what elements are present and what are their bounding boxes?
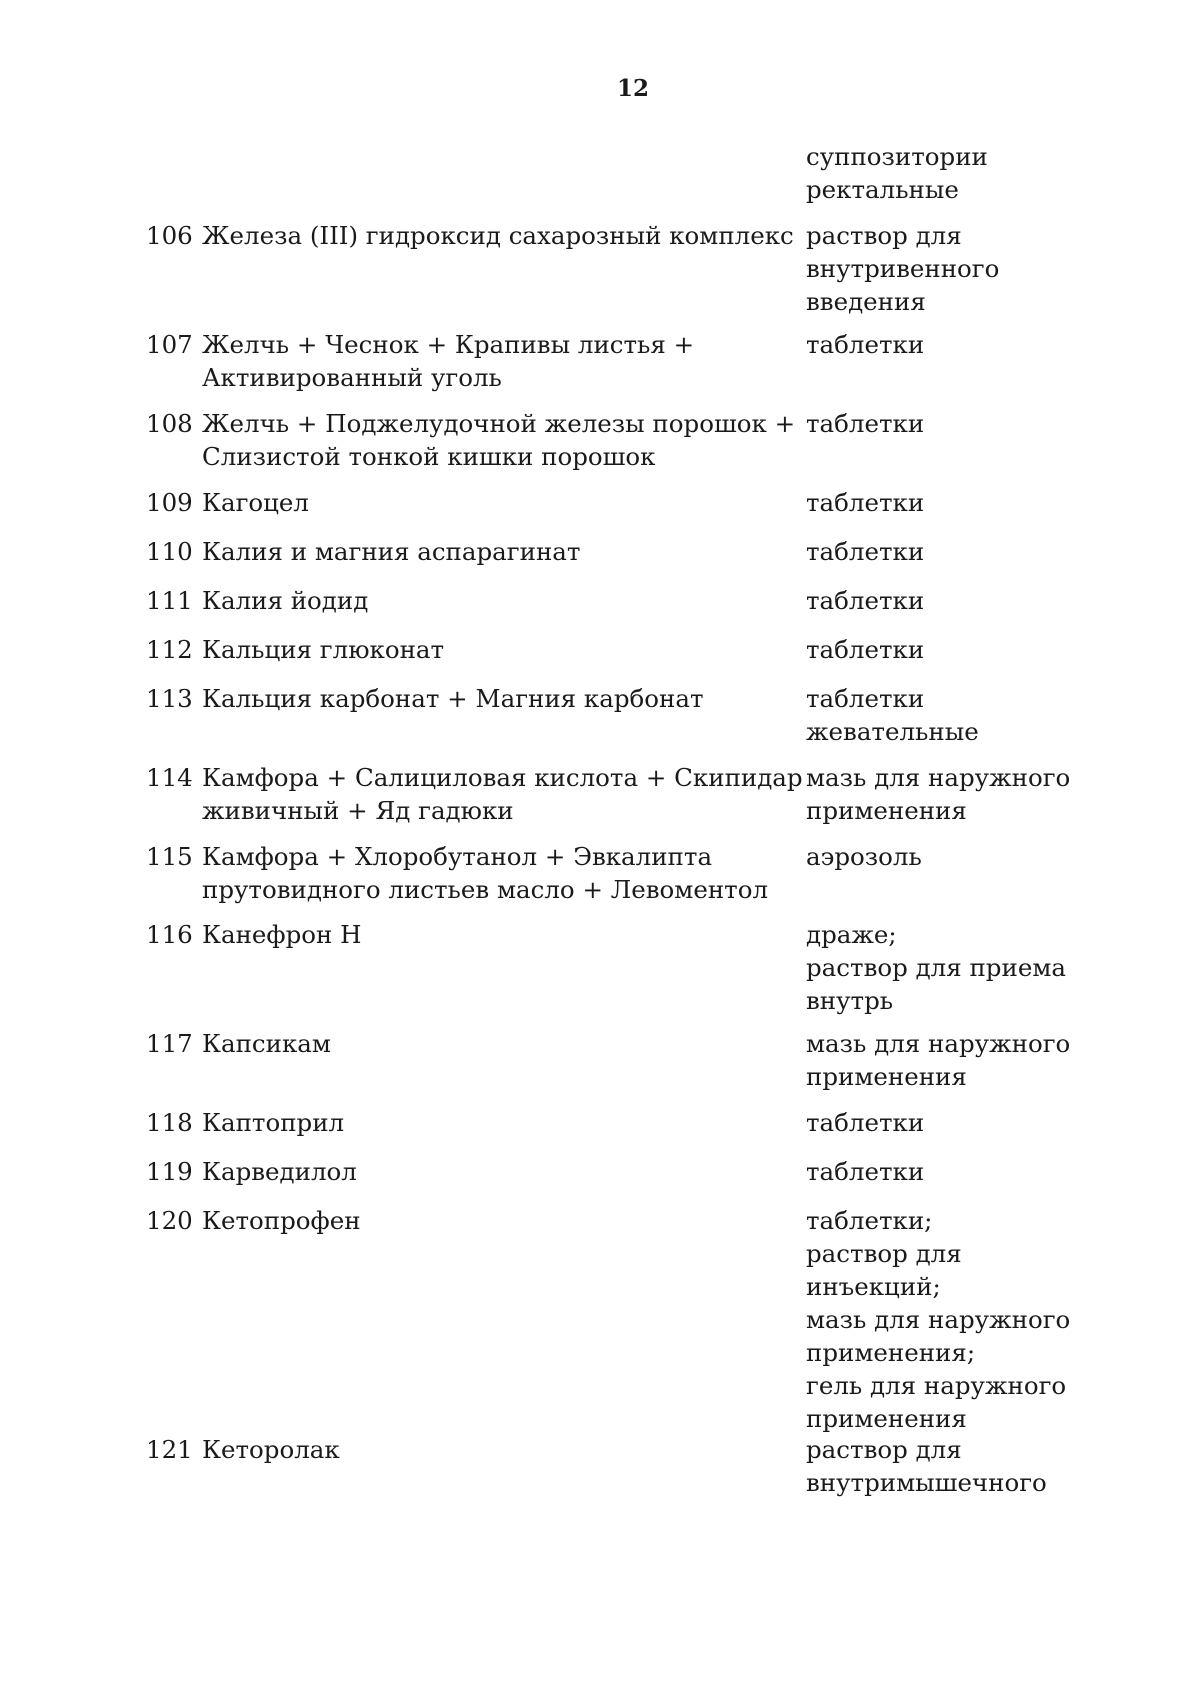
dosage-form-line: жевательные <box>806 717 979 746</box>
dosage-form <box>806 535 1136 568</box>
drug-name-line: Кеторолак <box>202 1435 340 1464</box>
dosage-form <box>806 584 1136 617</box>
dosage-form <box>806 761 1136 827</box>
dosage-form <box>806 486 1136 519</box>
page-number: 12 <box>616 75 649 102</box>
drug-name-line: Камфора + Хлоробутанол + Эвкалипта <box>202 842 713 871</box>
row-number: 117 <box>146 1029 193 1058</box>
dosage-form <box>806 140 1136 206</box>
row-number: 111 <box>146 586 193 615</box>
dosage-form-line: раствор для <box>806 221 962 250</box>
dosage-form-line: мазь для наружного <box>806 763 1071 792</box>
drug-name-line: Кагоцел <box>202 488 309 517</box>
drug-name-line: Карведилол <box>202 1157 357 1186</box>
dosage-form <box>806 1204 1136 1435</box>
dosage-form-line: мазь для наружного <box>806 1305 1071 1334</box>
drug-name-line: Капсикам <box>202 1029 331 1058</box>
dosage-form-line: применения; <box>806 1338 976 1367</box>
dosage-form <box>806 219 1136 318</box>
dosage-form-line: применения <box>806 1404 967 1433</box>
drug-name-line: Каптоприл <box>202 1108 345 1137</box>
dosage-form-line: таблетки <box>806 1108 925 1137</box>
drug-name-line: Активированный уголь <box>202 363 502 392</box>
dosage-form-line: раствор для <box>806 1435 962 1464</box>
dosage-form <box>806 1155 1136 1188</box>
dosage-form <box>806 328 1136 361</box>
drug-name-line: Калия и магния аспарагинат <box>202 537 581 566</box>
dosage-form-line: инъекций; <box>806 1272 941 1301</box>
drug-name-line: Кальция карбонат + Магния карбонат <box>202 684 704 713</box>
drug-name-line: Желчь + Поджелудочной железы порошок + <box>202 409 796 438</box>
drug-name <box>202 219 794 252</box>
dosage-form <box>806 682 1136 748</box>
drug-name <box>202 407 796 473</box>
drug-name-line: Камфора + Салициловая кислота + Скипидар <box>202 763 803 792</box>
drug-name <box>202 1027 762 1060</box>
row-number: 112 <box>146 635 193 664</box>
drug-name-line: Кальция глюконат <box>202 635 445 664</box>
drug-name <box>202 584 762 617</box>
row-number: 116 <box>146 920 193 949</box>
dosage-form-line: таблетки <box>806 586 925 615</box>
row-number: 113 <box>146 684 193 713</box>
dosage-form-line: ректальные <box>806 175 959 204</box>
dosage-form <box>806 918 1136 1017</box>
dosage-form-line: введения <box>806 287 926 316</box>
drug-name <box>202 535 762 568</box>
drug-name <box>202 840 769 906</box>
dosage-form <box>806 407 1136 440</box>
drug-name-line: Слизистой тонкой кишки порошок <box>202 442 656 471</box>
dosage-form-line: раствор для <box>806 1239 962 1268</box>
row-number: 115 <box>146 842 193 871</box>
dosage-form <box>806 1433 1136 1499</box>
dosage-form <box>806 1027 1136 1093</box>
dosage-form-line: таблетки; <box>806 1206 933 1235</box>
row-number: 114 <box>146 763 193 792</box>
drug-name-line: Железа (III) гидроксид сахарозный комплекс <box>202 221 794 250</box>
dosage-form-line: суппозитории <box>806 142 988 171</box>
row-number: 109 <box>146 488 193 517</box>
row-number: 119 <box>146 1157 193 1186</box>
dosage-form-line: раствор для приема <box>806 953 1066 982</box>
drug-name <box>202 486 762 519</box>
dosage-form-line: внутривенного <box>806 254 1000 283</box>
dosage-form-line: применения <box>806 1062 967 1091</box>
row-number: 108 <box>146 409 193 438</box>
row-number: 120 <box>146 1206 193 1235</box>
dosage-form-line: таблетки <box>806 635 925 664</box>
dosage-form-line: мазь для наружного <box>806 1029 1071 1058</box>
row-number: 118 <box>146 1108 193 1137</box>
dosage-form-line: аэрозоль <box>806 842 922 871</box>
dosage-form-line: внутрь <box>806 986 894 1015</box>
drug-name-line: Калия йодид <box>202 586 369 615</box>
drug-name <box>202 1433 762 1466</box>
drug-name <box>202 328 762 394</box>
drug-name <box>202 633 762 666</box>
dosage-form-line: таблетки <box>806 684 925 713</box>
drug-name-line: Канефрон Н <box>202 920 362 949</box>
dosage-form <box>806 1106 1136 1139</box>
dosage-form-line: таблетки <box>806 1157 925 1186</box>
drug-name-line: Желчь + Чеснок + Крапивы листья + <box>202 330 695 359</box>
drug-name-line: Кетопрофен <box>202 1206 361 1235</box>
dosage-form-line: гель для наружного <box>806 1371 1067 1400</box>
row-number: 110 <box>146 537 193 566</box>
dosage-form-line: таблетки <box>806 330 925 359</box>
drug-name <box>202 682 762 715</box>
dosage-form-line: таблетки <box>806 537 925 566</box>
dosage-form <box>806 840 1136 873</box>
dosage-form-line: таблетки <box>806 488 925 517</box>
row-number: 107 <box>146 330 193 359</box>
drug-name <box>202 1106 762 1139</box>
dosage-form-line: таблетки <box>806 409 925 438</box>
drug-name <box>202 918 762 951</box>
drug-name <box>202 761 803 827</box>
drug-name <box>202 1155 762 1188</box>
row-number: 106 <box>146 221 193 250</box>
dosage-form-line: внутримышечного <box>806 1468 1047 1497</box>
drug-name-line: живичный + Яд гадюки <box>202 796 514 825</box>
drug-name <box>202 1204 762 1237</box>
dosage-form-line: драже; <box>806 920 897 949</box>
dosage-form <box>806 633 1136 666</box>
dosage-form-line: применения <box>806 796 967 825</box>
row-number: 121 <box>146 1435 193 1464</box>
drug-name-line: прутовидного листьев масло + Левоментол <box>202 875 769 904</box>
